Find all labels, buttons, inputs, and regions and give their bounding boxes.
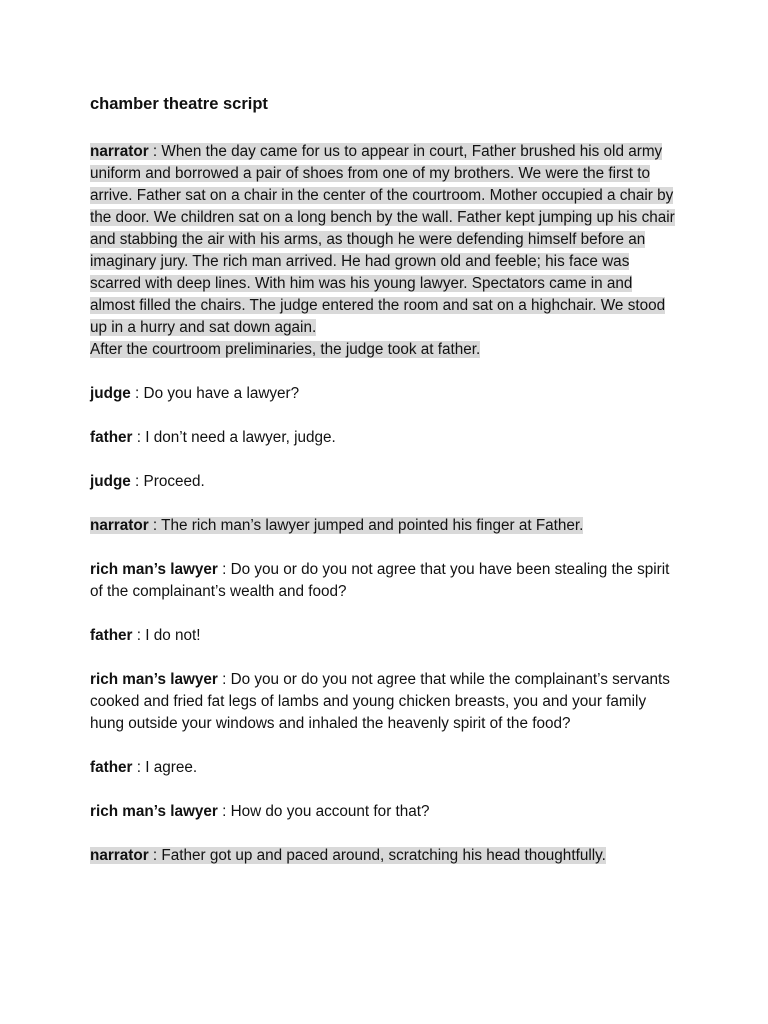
speaker-name: father	[90, 627, 133, 644]
script-turn-father	[90, 757, 680, 779]
script-turn-judge	[90, 471, 680, 493]
script-turn-narrator	[90, 845, 680, 867]
speaker-name: rich man’s lawyer	[90, 803, 218, 820]
speaker-name: father	[90, 759, 133, 776]
speaker-name: narrator	[90, 847, 149, 864]
speech-text: : Father got up and paced around, scratching his head thoughtfully.	[148, 847, 606, 864]
speaker-name: father	[90, 429, 133, 446]
speaker-name: judge	[90, 385, 131, 402]
speech-text: : I do not!	[132, 627, 201, 644]
speech-text: : The rich man’s lawyer jumped and pointed his finger at Father.	[148, 517, 584, 534]
script-turn-narrator	[90, 141, 680, 361]
script-turn-rich-mans-lawyer	[90, 669, 680, 735]
speaker-name: rich man’s lawyer	[90, 671, 218, 688]
script-turn-rich-mans-lawyer	[90, 801, 680, 823]
speech-text: : Do you or do you not agree that you have been stealing the spirit of the complainant’s wealth and food?	[90, 561, 670, 600]
speech-text: : How do you account for that?	[217, 803, 430, 820]
script-turn-narrator	[90, 515, 680, 537]
script-turn-rich-mans-lawyer	[90, 559, 680, 603]
speaker-name: narrator	[90, 143, 149, 160]
speaker-name: judge	[90, 473, 131, 490]
speech-text: : When the day came for us to appear in court, Father brushed his old army uniform and borrowed a pair of shoes from one of my brothers. We were the first to arrive. Father sat on a chair in the center of the courtroom. Mother occupied a chair by the door. We children sat on a long bench by the wall. Father kept jumping up his chair and stabbing the air with his arms, as though he were defending himself before an imaginary jury. The rich man arrived. He had grown old and feeble; his face was scarred with deep lines. With him was his young lawyer. Spectators came in and almost filled the chairs. The judge entered the room and sat on a highchair. We stood up in a hurry and sat down again. After the courtroom preliminaries, the judge took at father.	[90, 143, 675, 358]
speaker-name: rich man’s lawyer	[90, 561, 218, 578]
speech-text: : I don’t need a lawyer, judge.	[132, 429, 336, 446]
speaker-name: narrator	[90, 517, 149, 534]
speech-text: : Proceed.	[130, 473, 205, 490]
speech-text: : Do you have a lawyer?	[130, 385, 300, 402]
script-turn-father	[90, 427, 680, 449]
script-body	[90, 93, 680, 889]
speech-text: : Do you or do you not agree that while the complainant’s servants cooked and fried fat legs of lambs and young chicken breasts, you and your family hung outside your windows and inhaled the heavenly spirit of the food?	[90, 671, 670, 732]
script-turn-father	[90, 625, 680, 647]
document-title: chamber theatre script	[90, 95, 268, 113]
script-turn-judge	[90, 383, 680, 405]
speech-text: : I agree.	[132, 759, 198, 776]
